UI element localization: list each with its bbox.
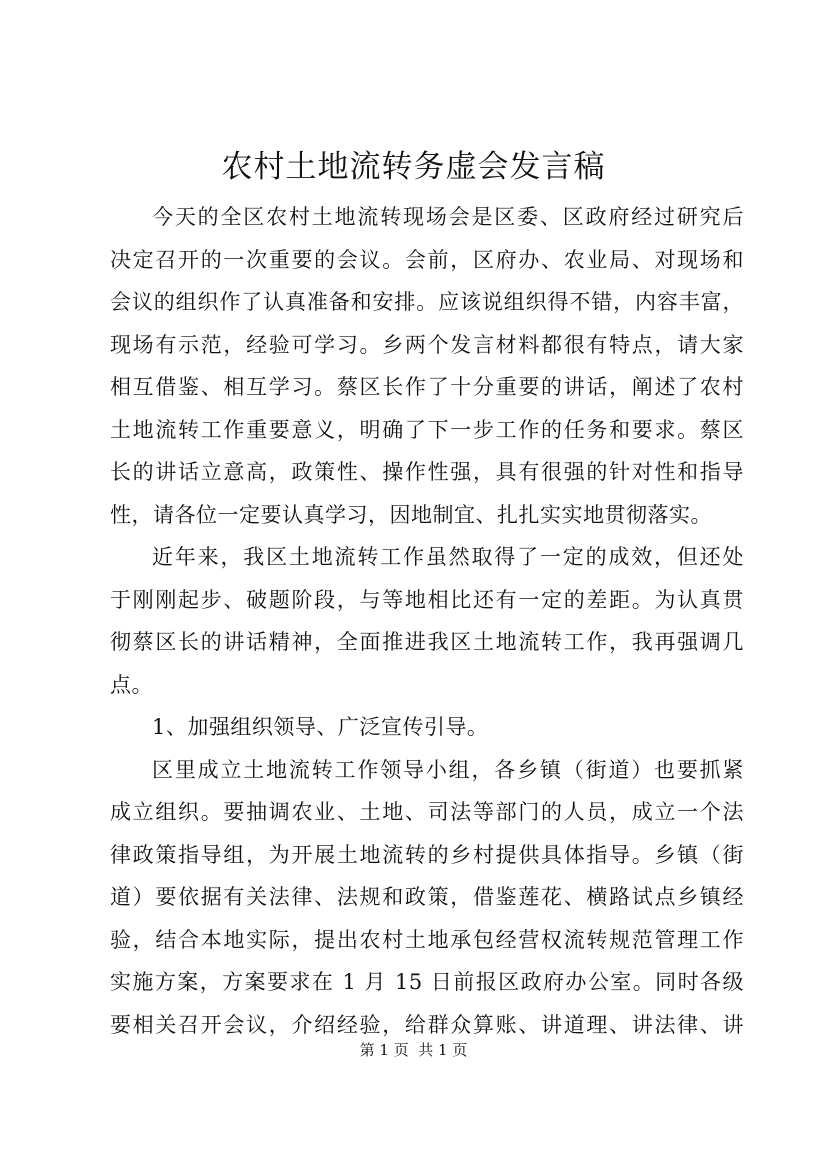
page-number: 第 1 页 共 1 页 — [359, 1041, 468, 1059]
paragraph-line: 点。 — [110, 672, 153, 697]
paragraph-line: 区里成立土地流转工作领导小组，各乡镇（街道）也要抓紧 — [152, 757, 744, 782]
paragraph-line: 现场有示范，经验可学习。乡两个发言材料都很有特点，请大家 — [110, 332, 744, 357]
document-title: 农村土地流转务虚会发言稿 — [221, 149, 606, 185]
document-body — [110, 196, 744, 1046]
paragraph-line: 今天的全区农村土地流转现场会是区委、区政府经过研究后 — [152, 205, 744, 229]
page-footer — [0, 1038, 827, 1062]
paragraph-line: 会议的组织作了认真准备和安排。应该说组织得不错，内容丰富， — [110, 290, 744, 314]
paragraph-line: 决定召开的一次重要的会议。会前，区府办、农业局、对现场和 — [110, 247, 744, 272]
paragraph-line: 性，请各位一定要认真学习，因地制宜、扎扎实实地贯彻落实。 — [110, 502, 712, 527]
paragraph-line: 成立组织。要抽调农业、土地、司法等部门的人员，成立一个法 — [110, 800, 744, 824]
paragraph-line: 土地流转工作重要意义，明确了下一步工作的任务和要求。蔡区 — [110, 417, 744, 442]
paragraph-line: 于刚刚起步、破题阶段，与等地相比还有一定的差距。为认真贯 — [110, 587, 744, 612]
paragraph-line: 律政策指导组，为开展土地流转的乡村提供具体指导。乡镇（街 — [110, 842, 744, 867]
paragraph-line: 彻蔡区长的讲话精神，全面推进我区土地流转工作，我再强调几 — [110, 630, 744, 654]
paragraph-line: 长的讲话立意高，政策性、操作性强，具有很强的针对性和指导 — [110, 460, 744, 484]
paragraph-line: 实施方案，方案要求在 1 月 15 日前报区政府办公室。同时各级 — [110, 970, 744, 994]
paragraph-line: 道）要依据有关法律、法规和政策，借鉴莲花、横路试点乡镇经 — [110, 885, 744, 909]
paragraph-line: 要相关召开会议，介绍经验，给群众算账、讲道理、讲法律、讲 — [110, 1012, 744, 1037]
paragraph-line: 相互借鉴、相互学习。蔡区长作了十分重要的讲话，阐述了农村 — [110, 375, 744, 399]
paragraph-line: 验，结合本地实际，提出农村土地承包经营权流转规范管理工作 — [110, 927, 744, 952]
section-heading: 1、加强组织领导、广泛宣传引导。 — [152, 715, 489, 739]
paragraph-line: 近年来，我区土地流转工作虽然取得了一定的成效，但还处 — [152, 545, 744, 569]
